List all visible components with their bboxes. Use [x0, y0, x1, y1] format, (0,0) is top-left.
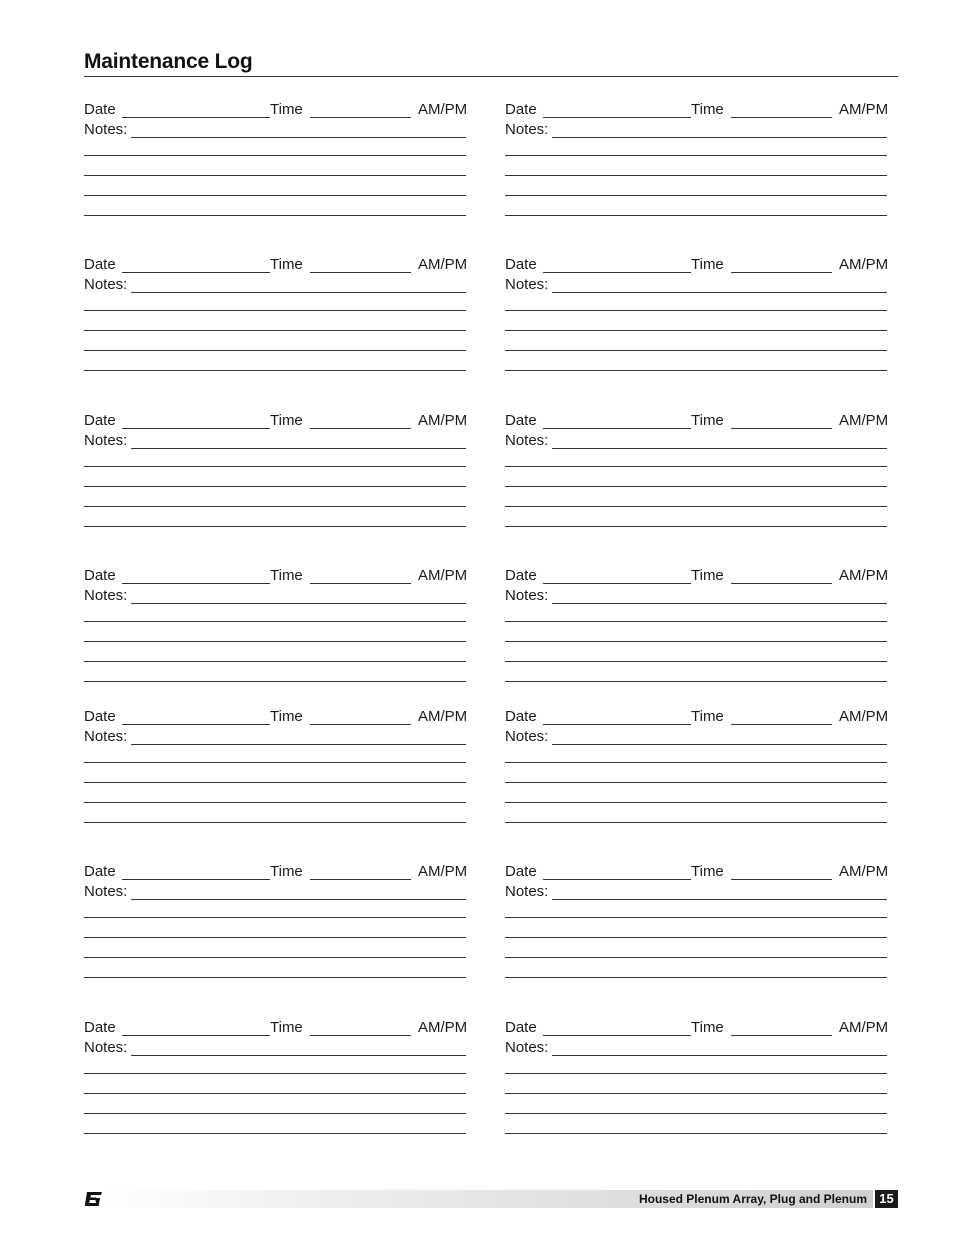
date-field[interactable] [122, 724, 270, 725]
notes-row [84, 586, 484, 606]
notes-field[interactable] [552, 1055, 887, 1056]
notes-label: Notes: [84, 587, 128, 604]
date-label: Date [84, 412, 116, 429]
date-label: Date [84, 863, 116, 880]
notes-label: Notes: [505, 121, 549, 138]
time-label: Time [270, 412, 303, 429]
date-label: Date [84, 1019, 116, 1036]
date-time-row [505, 411, 905, 431]
date-label: Date [84, 708, 116, 725]
time-field[interactable] [731, 272, 832, 273]
notes-line[interactable] [505, 526, 887, 527]
ampm-label: AM/PM [418, 412, 468, 429]
notes-line[interactable] [84, 310, 466, 311]
time-label: Time [691, 708, 724, 725]
time-label: Time [270, 708, 303, 725]
notes-line[interactable] [505, 621, 887, 622]
notes-line[interactable] [84, 486, 466, 487]
notes-row [505, 586, 905, 606]
notes-field[interactable] [552, 137, 887, 138]
date-label: Date [505, 101, 537, 118]
ampm-label: AM/PM [418, 101, 468, 118]
time-label: Time [691, 863, 724, 880]
ampm-label: AM/PM [839, 412, 889, 429]
notes-row [84, 727, 484, 747]
notes-line[interactable] [84, 1113, 466, 1114]
date-field[interactable] [543, 1035, 691, 1036]
time-label: Time [691, 567, 724, 584]
ampm-label: AM/PM [839, 1019, 889, 1036]
notes-line[interactable] [505, 506, 887, 507]
notes-field[interactable] [131, 744, 466, 745]
notes-field[interactable] [552, 448, 887, 449]
notes-row [84, 431, 484, 451]
time-label: Time [270, 863, 303, 880]
notes-line[interactable] [505, 917, 887, 918]
page-title: Maintenance Log [84, 50, 253, 73]
notes-label: Notes: [505, 1039, 549, 1056]
notes-label: Notes: [84, 883, 128, 900]
date-time-row [84, 1018, 484, 1038]
notes-row [84, 275, 484, 295]
time-field[interactable] [731, 724, 832, 725]
time-label: Time [270, 1019, 303, 1036]
notes-line[interactable] [505, 957, 887, 958]
notes-line[interactable] [84, 526, 466, 527]
date-field[interactable] [543, 272, 691, 273]
log-entry [505, 100, 905, 230]
notes-row [505, 727, 905, 747]
notes-line[interactable] [505, 370, 887, 371]
notes-line[interactable] [84, 466, 466, 467]
notes-row [505, 431, 905, 451]
page-number: 15 [875, 1190, 898, 1208]
notes-line[interactable] [84, 155, 466, 156]
date-label: Date [505, 1019, 537, 1036]
notes-field[interactable] [131, 292, 466, 293]
notes-line[interactable] [84, 937, 466, 938]
ampm-label: AM/PM [418, 863, 468, 880]
notes-line[interactable] [84, 506, 466, 507]
notes-line[interactable] [84, 195, 466, 196]
notes-label: Notes: [505, 276, 549, 293]
notes-line[interactable] [505, 661, 887, 662]
log-entry [505, 1018, 905, 1148]
time-field[interactable] [731, 428, 832, 429]
notes-line[interactable] [505, 1113, 887, 1114]
date-time-row [505, 255, 905, 275]
time-field[interactable] [310, 428, 411, 429]
ampm-label: AM/PM [418, 708, 468, 725]
notes-line[interactable] [505, 1133, 887, 1134]
notes-label: Notes: [84, 121, 128, 138]
date-time-row [505, 100, 905, 120]
notes-line[interactable] [505, 1093, 887, 1094]
ampm-label: AM/PM [839, 708, 889, 725]
notes-line[interactable] [505, 215, 887, 216]
notes-row [505, 120, 905, 140]
date-field[interactable] [122, 583, 270, 584]
time-label: Time [691, 412, 724, 429]
time-field[interactable] [310, 583, 411, 584]
notes-label: Notes: [505, 587, 549, 604]
date-time-row [505, 707, 905, 727]
date-label: Date [505, 708, 537, 725]
notes-line[interactable] [84, 1133, 466, 1134]
ampm-label: AM/PM [839, 256, 889, 273]
notes-line[interactable] [505, 641, 887, 642]
notes-line[interactable] [84, 330, 466, 331]
notes-field[interactable] [552, 899, 887, 900]
ampm-label: AM/PM [839, 101, 889, 118]
notes-line[interactable] [84, 822, 466, 823]
notes-row [505, 1038, 905, 1058]
notes-row [505, 882, 905, 902]
time-field[interactable] [731, 879, 832, 880]
notes-field[interactable] [552, 292, 887, 293]
notes-line[interactable] [505, 486, 887, 487]
log-entry [505, 255, 905, 385]
notes-line[interactable] [84, 621, 466, 622]
title-divider [84, 76, 898, 77]
notes-row [84, 882, 484, 902]
log-entry [84, 566, 484, 696]
notes-line[interactable] [505, 155, 887, 156]
notes-line[interactable] [84, 917, 466, 918]
ampm-label: AM/PM [839, 567, 889, 584]
ampm-label: AM/PM [418, 567, 468, 584]
notes-line[interactable] [505, 977, 887, 978]
log-entry [84, 411, 484, 541]
log-entry [84, 707, 484, 837]
date-time-row [84, 100, 484, 120]
date-field[interactable] [122, 117, 270, 118]
date-time-row [84, 707, 484, 727]
notes-line[interactable] [84, 1093, 466, 1094]
date-field[interactable] [122, 1035, 270, 1036]
notes-line[interactable] [84, 977, 466, 978]
date-field[interactable] [543, 583, 691, 584]
date-label: Date [505, 256, 537, 273]
log-entry [505, 862, 905, 992]
notes-line[interactable] [505, 330, 887, 331]
notes-label: Notes: [505, 728, 549, 745]
notes-line[interactable] [505, 782, 887, 783]
notes-field[interactable] [131, 603, 466, 604]
date-label: Date [505, 567, 537, 584]
time-field[interactable] [310, 1035, 411, 1036]
date-field[interactable] [543, 879, 691, 880]
footer-product-name: Housed Plenum Array, Plug and Plenum [638, 1192, 867, 1206]
notes-line[interactable] [84, 1073, 466, 1074]
date-time-row [84, 566, 484, 586]
date-field[interactable] [122, 272, 270, 273]
notes-field[interactable] [131, 1055, 466, 1056]
time-label: Time [270, 567, 303, 584]
notes-line[interactable] [505, 1073, 887, 1074]
date-field[interactable] [122, 879, 270, 880]
date-time-row [84, 255, 484, 275]
date-field[interactable] [543, 428, 691, 429]
ampm-label: AM/PM [839, 863, 889, 880]
notes-line[interactable] [84, 215, 466, 216]
date-label: Date [505, 863, 537, 880]
notes-label: Notes: [84, 728, 128, 745]
notes-line[interactable] [505, 802, 887, 803]
time-field[interactable] [731, 1035, 832, 1036]
log-entry [505, 411, 905, 541]
notes-line[interactable] [505, 175, 887, 176]
notes-line[interactable] [505, 350, 887, 351]
notes-line[interactable] [505, 822, 887, 823]
notes-label: Notes: [84, 432, 128, 449]
time-label: Time [270, 101, 303, 118]
company-logo-icon [84, 1191, 104, 1207]
notes-line[interactable] [84, 175, 466, 176]
notes-line[interactable] [505, 310, 887, 311]
notes-row [505, 275, 905, 295]
notes-line[interactable] [84, 641, 466, 642]
notes-line[interactable] [84, 762, 466, 763]
date-label: Date [84, 101, 116, 118]
notes-line[interactable] [84, 661, 466, 662]
notes-line[interactable] [505, 762, 887, 763]
time-field[interactable] [310, 117, 411, 118]
date-field[interactable] [543, 117, 691, 118]
date-time-row [84, 411, 484, 431]
time-field[interactable] [310, 879, 411, 880]
notes-line[interactable] [84, 370, 466, 371]
log-entry [505, 707, 905, 837]
time-label: Time [691, 101, 724, 118]
notes-line[interactable] [84, 782, 466, 783]
time-field[interactable] [310, 724, 411, 725]
time-field[interactable] [731, 117, 832, 118]
notes-line[interactable] [505, 937, 887, 938]
date-time-row [84, 862, 484, 882]
notes-label: Notes: [84, 276, 128, 293]
notes-line[interactable] [84, 681, 466, 682]
notes-line[interactable] [505, 681, 887, 682]
notes-field[interactable] [131, 137, 466, 138]
time-label: Time [270, 256, 303, 273]
log-entry [84, 100, 484, 230]
notes-label: Notes: [84, 1039, 128, 1056]
notes-line[interactable] [84, 802, 466, 803]
ampm-label: AM/PM [418, 256, 468, 273]
notes-line[interactable] [505, 466, 887, 467]
time-field[interactable] [731, 583, 832, 584]
notes-field[interactable] [552, 603, 887, 604]
notes-row [84, 120, 484, 140]
notes-field[interactable] [131, 448, 466, 449]
notes-field[interactable] [131, 899, 466, 900]
log-entry [84, 862, 484, 992]
date-field[interactable] [543, 724, 691, 725]
date-label: Date [84, 567, 116, 584]
notes-field[interactable] [552, 744, 887, 745]
date-time-row [505, 566, 905, 586]
date-label: Date [505, 412, 537, 429]
log-entry [505, 566, 905, 696]
time-label: Time [691, 1019, 724, 1036]
date-field[interactable] [122, 428, 270, 429]
date-label: Date [84, 256, 116, 273]
time-label: Time [691, 256, 724, 273]
notes-row [84, 1038, 484, 1058]
log-entry [84, 255, 484, 385]
notes-line[interactable] [84, 957, 466, 958]
date-time-row [505, 1018, 905, 1038]
date-time-row [505, 862, 905, 882]
notes-label: Notes: [505, 883, 549, 900]
ampm-label: AM/PM [418, 1019, 468, 1036]
notes-label: Notes: [505, 432, 549, 449]
notes-line[interactable] [84, 350, 466, 351]
notes-line[interactable] [505, 195, 887, 196]
log-entry [84, 1018, 484, 1148]
time-field[interactable] [310, 272, 411, 273]
